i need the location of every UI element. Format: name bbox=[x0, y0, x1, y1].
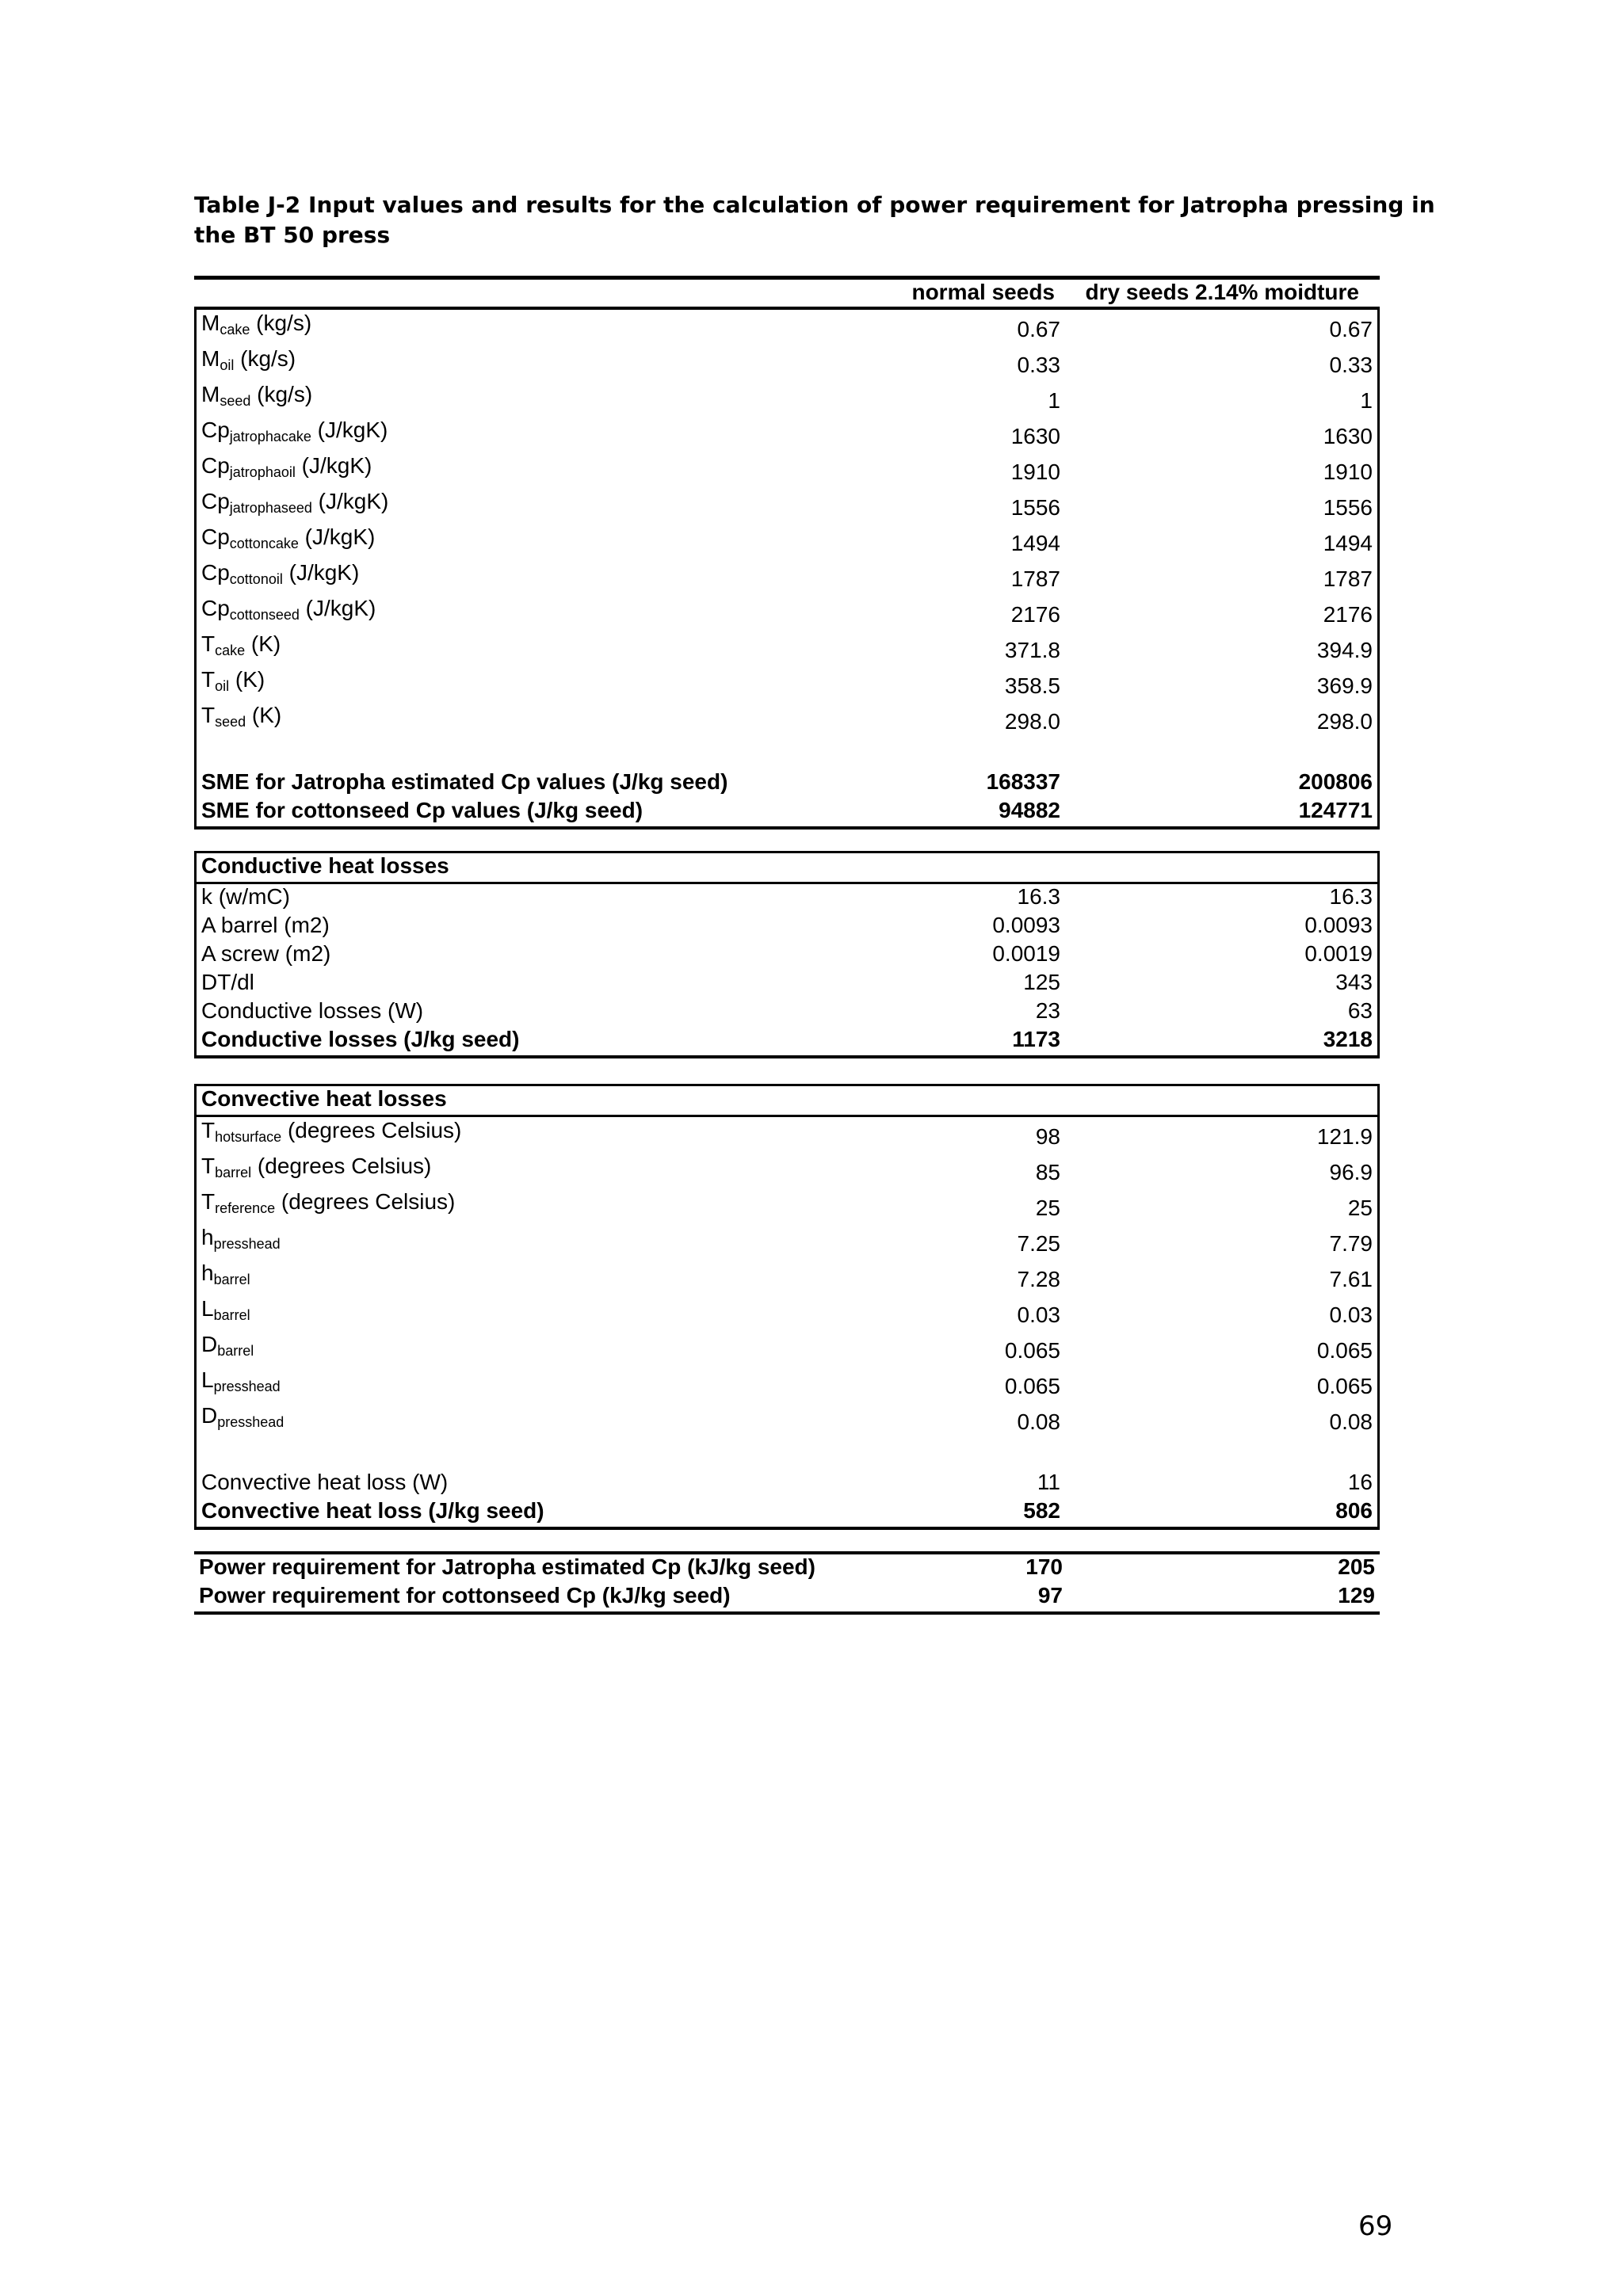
table-row: $L_{presshead}$ 0.065 0.065 bbox=[201, 1367, 1373, 1398]
column-header-row bbox=[194, 276, 1380, 310]
convective-total-row: Convective heat loss (J/kg seed) 582 806 bbox=[201, 1498, 1373, 1523]
table-row: A screw (m2) 0.0019 0.0019 bbox=[201, 941, 1373, 966]
input-table bbox=[194, 276, 1380, 830]
convective-box bbox=[194, 1084, 1380, 1530]
convective-title: Convective heat losses bbox=[197, 1086, 1377, 1117]
table-row: $h_{barrel}$ 7.28 7.61 bbox=[201, 1261, 1373, 1291]
column-header-dry: dry seeds 2.14% moidture bbox=[1085, 280, 1359, 304]
table-row: $D_{presshead}$ 0.08 0.08 bbox=[201, 1403, 1373, 1434]
table-row: $D_{barrel}$ 0.065 0.065 bbox=[201, 1332, 1373, 1363]
table-row: $Cp_{cottoncake}$ (J/kgK) 1494 1494 bbox=[201, 524, 1373, 555]
table-row: $T_{seed}$ (K) 298.0 298.0 bbox=[201, 703, 1373, 734]
conductive-box bbox=[194, 851, 1380, 1058]
table-row: A barrel (m2) 0.0093 0.0093 bbox=[201, 913, 1373, 937]
table-row: k (w/mC) 16.3 16.3 bbox=[201, 884, 1373, 909]
convective-table bbox=[194, 1084, 1380, 1530]
power-row-jatropha: Power requirement for Jatropha estimated Cp (kJ/kg seed) 170 205 bbox=[199, 1554, 1375, 1579]
sme-row-jatropha: SME for Jatropha estimated Cp values (J/kg seed) 168337 200806 bbox=[201, 769, 1373, 794]
table-row: DT/dl 125 343 bbox=[201, 970, 1373, 994]
table-row: Conductive losses (W) 23 63 bbox=[201, 998, 1373, 1023]
column-header-normal: normal seeds bbox=[911, 280, 1055, 304]
table-caption: Table J-2 Input values and results for the calculation of power requirement for Jatropha pressing in the BT 50 press bbox=[194, 192, 1435, 248]
input-rows bbox=[194, 310, 1380, 830]
power-row-cottonseed: Power requirement for cottonseed Cp (kJ/kg seed) 97 129 bbox=[199, 1583, 1375, 1608]
table-row: $M_{cake}$ (kg/s) 0.67 0.67 bbox=[201, 311, 1373, 341]
table-row: $T_{oil}$ (K) 358.5 369.9 bbox=[201, 667, 1373, 698]
table-row: $Cp_{cottonseed}$ (J/kgK) 2176 2176 bbox=[201, 596, 1373, 627]
conductive-table bbox=[194, 851, 1380, 1058]
table-row: $T_{reference}$ (degrees Celsius) 25 25 bbox=[201, 1189, 1373, 1220]
table-row: $M_{seed}$ (kg/s) 1 1 bbox=[201, 382, 1373, 413]
table-row: $M_{oil}$ (kg/s) 0.33 0.33 bbox=[201, 346, 1373, 377]
page-number: 69 bbox=[1358, 2210, 1393, 2242]
table-row: $T_{cake}$ (K) 371.8 394.9 bbox=[201, 631, 1373, 662]
table-row: $Cp_{jatrophaseed}$ (J/kgK) 1556 1556 bbox=[201, 489, 1373, 520]
table-row: $Cp_{jatrophaoil}$ (J/kgK) 1910 1910 bbox=[201, 453, 1373, 484]
table-row: $T_{barrel}$ (degrees Celsius) 85 96.9 bbox=[201, 1154, 1373, 1184]
power-table bbox=[194, 1551, 1380, 1615]
table-row: $Cp_{cottonoil}$ (J/kgK) 1787 1787 bbox=[201, 560, 1373, 591]
table-row: $T_{hotsurface}$ (degrees Celsius) 98 121.9 bbox=[201, 1118, 1373, 1149]
conductive-title: Conductive heat losses bbox=[197, 853, 1377, 884]
table-row: $h_{presshead}$ 7.25 7.79 bbox=[201, 1225, 1373, 1256]
sme-row-cottonseed: SME for cottonseed Cp values (J/kg seed) 94882 124771 bbox=[201, 798, 1373, 822]
table-row: $L_{barrel}$ 0.03 0.03 bbox=[201, 1296, 1373, 1327]
convective-loss-row: Convective heat loss (W) 11 16 bbox=[201, 1470, 1373, 1494]
conductive-total-row: Conductive losses (J/kg seed) 1173 3218 bbox=[201, 1027, 1373, 1051]
power-box bbox=[194, 1551, 1380, 1615]
table-row: $Cp_{jatrophacake}$ (J/kgK) 1630 1630 bbox=[201, 418, 1373, 448]
